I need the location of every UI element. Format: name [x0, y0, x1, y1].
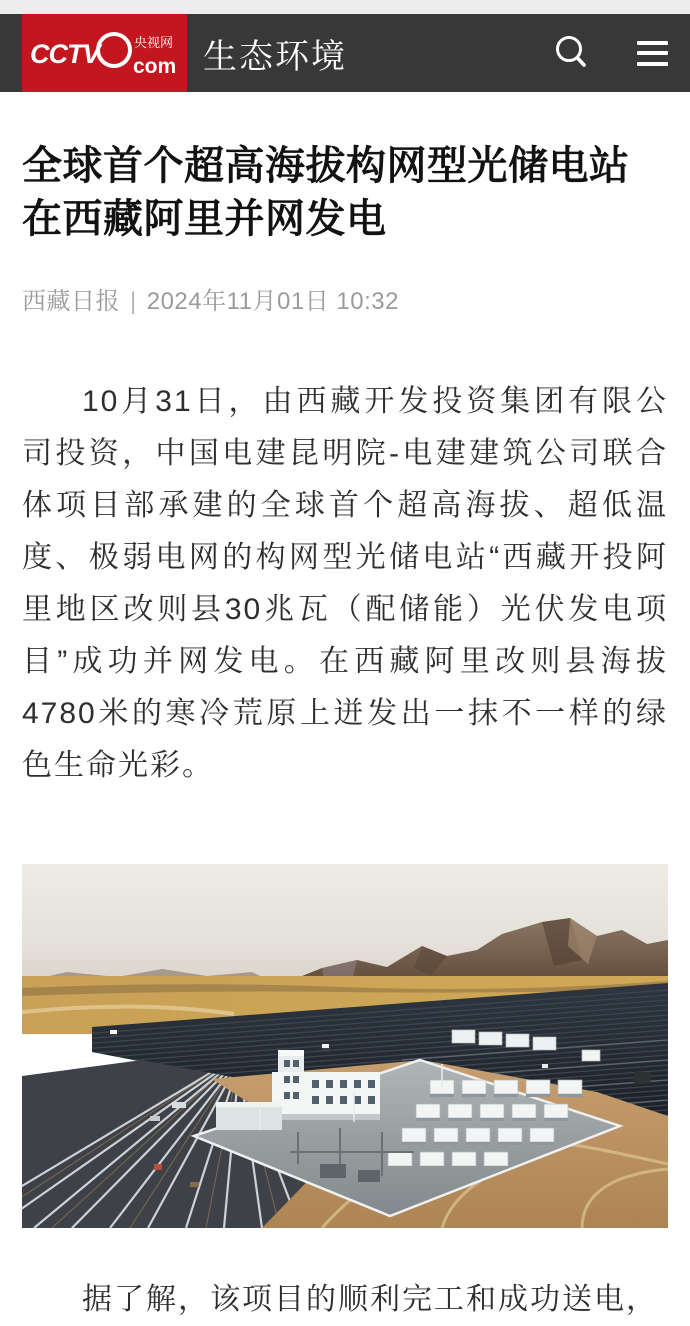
byline-divider: | [130, 288, 137, 315]
article-paragraph: 10月31日，由西藏开发投资集团有限公司投资，中国电建昆明院-电建建筑公司联合体项目部承建的全球首个超高海拔、超低温度、极弱电网的构网型光储电站“西藏开投阿里地区改则县30兆瓦（配储能）光伏发电项目”成功并网发电。在西藏阿里改则县海拔4780米的寒冷荒原上迸发出一抹不一样的绿色生命光彩。 [22, 385, 668, 782]
article-photo[interactable] [22, 864, 668, 1228]
status-strip [0, 0, 690, 14]
article-paragraph: 据了解，该项目的顺利完工和成功送电， [82, 1283, 658, 1316]
logo-cn-text: 央视网 [134, 35, 174, 50]
channel-title[interactable]: 生态环境 [203, 37, 347, 76]
article-byline [22, 290, 668, 314]
app-header [0, 14, 690, 92]
cctv-logo[interactable] [22, 14, 187, 92]
article-datetime: 2024年11月01日 10:32 [146, 288, 399, 315]
article-source: 西藏日报 [22, 288, 120, 315]
logo-com-text: com [133, 55, 177, 78]
article [0, 140, 690, 1326]
logo-ring [98, 34, 130, 66]
article-title: 全球首个超高海拔构网型光储电站在西藏阿里并网发电 [22, 144, 630, 241]
cctv-logo-art [22, 14, 187, 92]
header-icons [553, 34, 668, 72]
menu-icon[interactable] [637, 41, 668, 66]
auxiliary-building [216, 1102, 282, 1130]
logo-cctv-text: CCTV [30, 39, 100, 69]
search-icon[interactable] [553, 34, 591, 72]
solar-farm-aerial-illustration [22, 864, 668, 1228]
